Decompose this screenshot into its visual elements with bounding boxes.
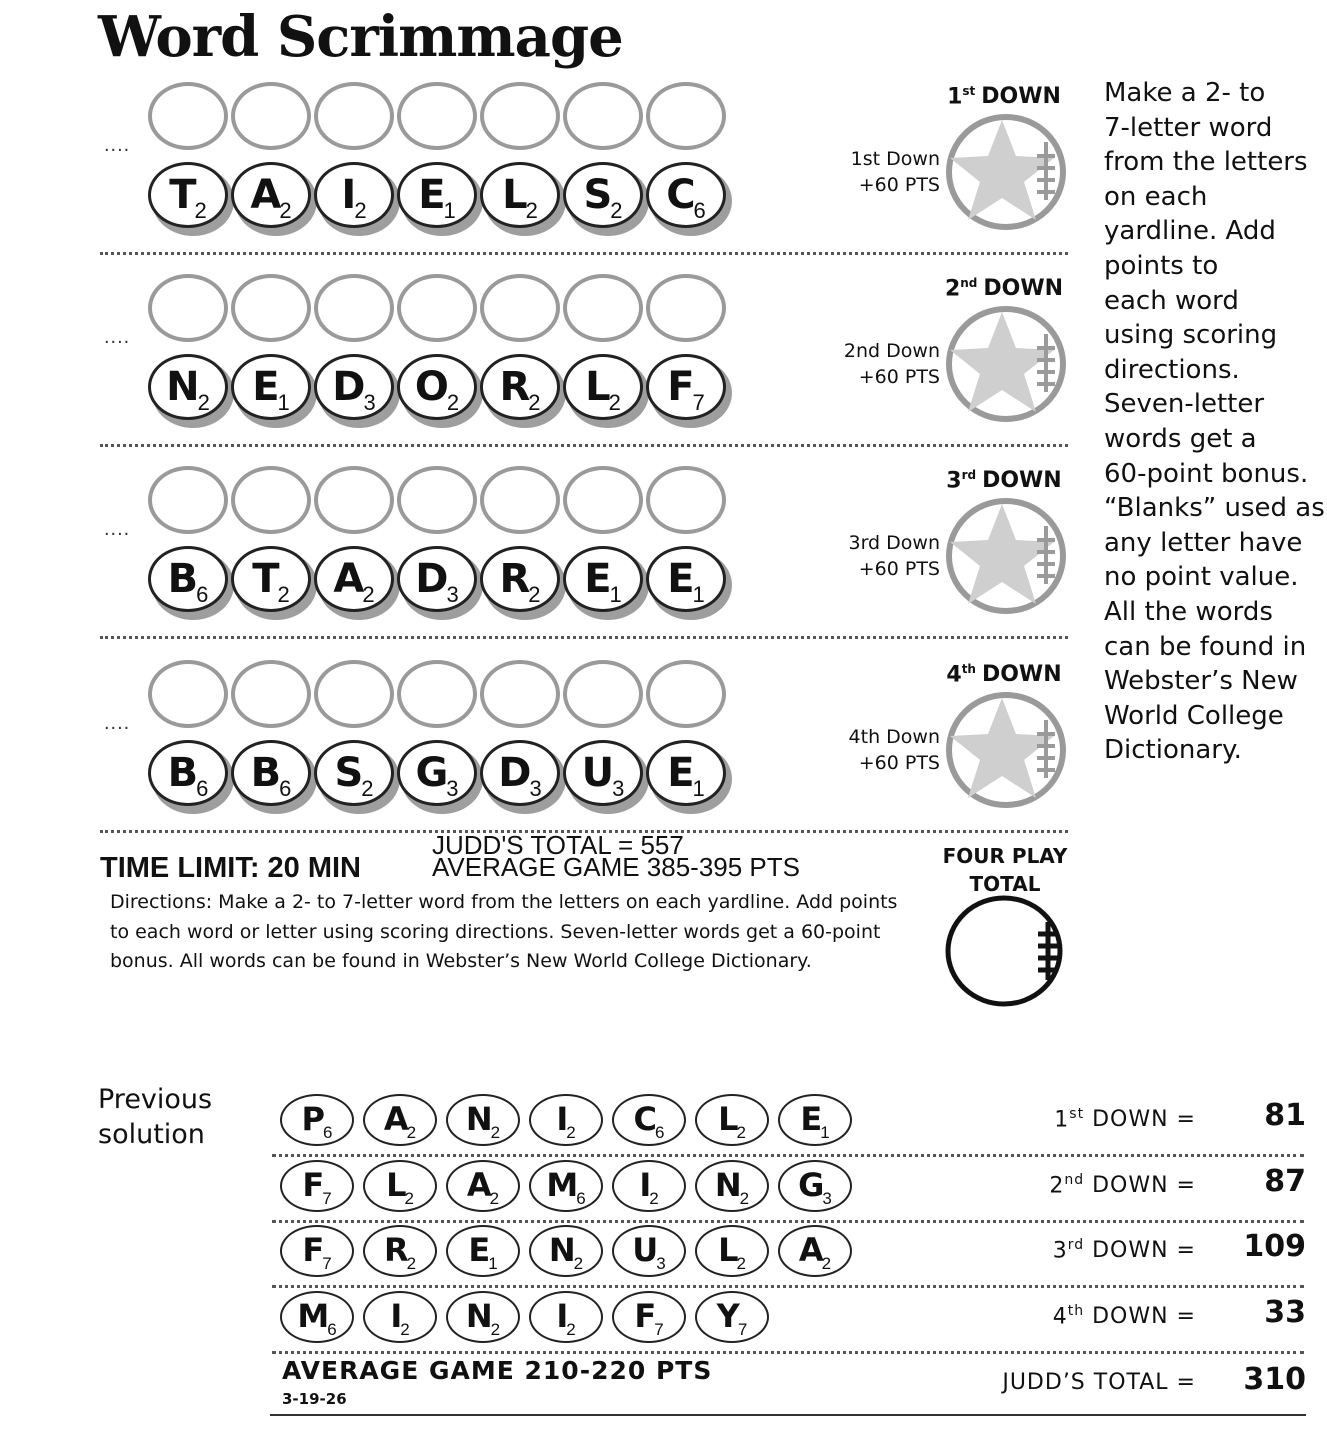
result-label — [996, 1172, 1196, 1198]
directions-line: Directions: Make a 2- to 7-letter word from the letters on each yardline. Add points — [110, 891, 898, 913]
down-heading-word: DOWN — [982, 468, 1062, 494]
solution-tile — [529, 1225, 603, 1277]
tile-points: 6 — [322, 1123, 333, 1142]
tile-points: 2 — [194, 198, 207, 223]
instructions-line: “Blanks” used as — [1104, 493, 1325, 524]
tile-points: 6 — [279, 776, 292, 801]
down-heading-word: DOWN — [983, 276, 1064, 302]
tile-letter: E — [252, 364, 278, 410]
tile-points: 2 — [361, 776, 374, 801]
tile-letter: I — [341, 172, 355, 218]
answer-slot[interactable] — [148, 660, 228, 728]
down-heading — [944, 468, 1064, 493]
bonus-text — [830, 146, 940, 198]
solution-tile — [778, 1094, 852, 1146]
tile-points: 3 — [529, 776, 542, 801]
yardline-separator — [100, 636, 1068, 639]
tile-letter: G — [415, 750, 447, 796]
bonus-label: 2nd Down — [843, 340, 940, 362]
answer-slot[interactable] — [397, 82, 477, 150]
tile-points: 2 — [362, 582, 375, 607]
judds-total-557: JUDD'S TOTAL = 557 — [432, 830, 684, 860]
answer-slot[interactable] — [231, 274, 311, 342]
tile-letter: T — [252, 556, 278, 602]
four-play-label: FOUR PLAY — [942, 844, 1068, 868]
average-game-top: AVERAGE GAME 385-395 PTS — [432, 852, 800, 882]
answer-slot[interactable] — [231, 82, 311, 150]
bonus-label: 4th Down — [848, 726, 940, 748]
answer-slot[interactable] — [231, 660, 311, 728]
letter-tile[interactable] — [148, 354, 228, 420]
solution-tile — [695, 1291, 769, 1343]
down-heading-word: DOWN — [981, 84, 1061, 110]
judds-total-top — [432, 830, 800, 882]
letter-tile[interactable] — [646, 546, 726, 612]
tile-points: 1 — [488, 1254, 498, 1273]
tile-points: 2 — [608, 390, 621, 415]
tile-points: 2 — [406, 1254, 417, 1273]
result-number: 2 — [1049, 1173, 1065, 1199]
result-word: DOWN = — [1092, 1304, 1196, 1330]
down-heading-number: 4 — [946, 662, 962, 688]
tile-points: 3 — [822, 1189, 832, 1208]
tile-points: 1 — [820, 1123, 830, 1142]
tile-points: 2 — [490, 1123, 501, 1142]
tile-points: 3 — [656, 1254, 666, 1273]
instructions-column — [1104, 76, 1324, 768]
tile-letter: E — [667, 556, 693, 602]
result-number: 3 — [1052, 1238, 1068, 1264]
answer-slot[interactable] — [314, 466, 394, 534]
result-label — [996, 1303, 1196, 1329]
answer-slot[interactable] — [480, 466, 560, 534]
down-heading — [944, 84, 1064, 109]
instructions-line: using scoring — [1104, 320, 1278, 351]
instructions-line: 60-point bonus. — [1104, 458, 1309, 489]
solution-tile — [280, 1094, 354, 1146]
answer-slot[interactable] — [563, 466, 643, 534]
down-score-ball[interactable] — [944, 304, 1068, 424]
tile-points: 7 — [322, 1254, 332, 1273]
tile-points: 2 — [406, 1123, 417, 1142]
letter-tile[interactable] — [231, 354, 311, 420]
solution-tile — [280, 1160, 354, 1212]
yardline-separator — [100, 252, 1068, 255]
answer-slot[interactable] — [148, 274, 228, 342]
tile-points: 2 — [525, 198, 538, 223]
solution-tile — [363, 1225, 437, 1277]
tile-points: 2 — [736, 1123, 746, 1142]
down-score-ball[interactable] — [944, 496, 1068, 616]
tile-points: 7 — [654, 1320, 664, 1339]
answer-slot[interactable] — [148, 82, 228, 150]
tile-letter: F — [302, 1231, 323, 1269]
tile-letter: L — [718, 1231, 737, 1269]
tile-letter: L — [502, 172, 526, 218]
result-label — [996, 1237, 1196, 1263]
letter-tile[interactable] — [148, 740, 228, 806]
instructions-line: from the letters — [1104, 147, 1308, 178]
directions-line: bonus. All words can be found in Webster’s New World College Dictionary. — [110, 950, 812, 972]
solution-tile — [695, 1225, 769, 1277]
tile-points: 3 — [363, 390, 376, 415]
answer-slot[interactable] — [397, 274, 477, 342]
tile-points: 6 — [196, 582, 209, 607]
solution-separator — [272, 1220, 1304, 1223]
tile-letter: D — [498, 750, 530, 796]
tile-points: 3 — [446, 582, 459, 607]
solution-tile — [612, 1225, 686, 1277]
bonus-label: 3rd Down — [848, 532, 940, 554]
tile-letter: N — [465, 1297, 491, 1335]
previous-solution-label — [98, 1082, 212, 1152]
tile-letter: N — [714, 1166, 740, 1204]
tile-letter: R — [499, 556, 529, 602]
result-number: 1 — [1054, 1107, 1070, 1133]
letter-tile[interactable] — [231, 162, 311, 228]
tile-letter: F — [667, 364, 693, 410]
tile-letter: I — [556, 1100, 567, 1138]
letter-tile[interactable] — [480, 740, 560, 806]
tile-points: 1 — [609, 582, 622, 607]
tile-letter: L — [585, 364, 609, 410]
solution-tile — [778, 1160, 852, 1212]
four-play-total-heading — [930, 842, 1080, 898]
tile-points: 2 — [821, 1254, 832, 1273]
letter-tile[interactable] — [148, 162, 228, 228]
tile-letter: D — [332, 364, 364, 410]
tile-points: 7 — [322, 1189, 332, 1208]
tile-letter: E — [418, 172, 444, 218]
tile-points: 3 — [446, 776, 459, 801]
letter-tile[interactable] — [397, 546, 477, 612]
tile-points: 2 — [573, 1254, 584, 1273]
tile-letter: E — [800, 1100, 821, 1138]
result-word: DOWN = — [1092, 1238, 1196, 1264]
solution-tile — [363, 1094, 437, 1146]
answer-slot[interactable] — [646, 274, 726, 342]
tile-letter: F — [634, 1297, 655, 1335]
tile-points: 2 — [279, 198, 292, 223]
tile-points: 2 — [446, 390, 460, 415]
result-suffix: nd — [1064, 1172, 1085, 1188]
tile-points: 1 — [277, 390, 290, 415]
tile-letter: R — [383, 1231, 407, 1269]
down-heading-suffix: th — [961, 662, 976, 676]
answer-slot[interactable] — [480, 274, 560, 342]
row-marker: .... — [104, 518, 131, 540]
tile-letter: A — [250, 172, 280, 218]
tile-points: 6 — [693, 198, 706, 223]
puzzle-title: Word Scrimmage — [98, 4, 623, 70]
tile-letter: U — [581, 750, 613, 796]
tile-points: 2 — [400, 1320, 410, 1339]
bonus-points: +60 PTS — [858, 752, 940, 774]
result-label — [996, 1106, 1196, 1132]
bonus-points: +60 PTS — [858, 558, 940, 580]
tile-points: 1 — [692, 582, 705, 607]
bonus-points: +60 PTS — [858, 366, 940, 388]
tile-points: 2 — [649, 1189, 659, 1208]
tile-letter: O — [414, 364, 447, 410]
tile-letter: A — [798, 1231, 822, 1269]
letter-tile[interactable] — [480, 546, 560, 612]
down-score-ball[interactable] — [944, 690, 1068, 810]
down-heading-suffix: st — [962, 84, 976, 98]
letter-tile[interactable] — [563, 354, 643, 420]
solution-tile — [778, 1225, 852, 1277]
tile-letter: N — [166, 364, 198, 410]
letter-tile[interactable] — [480, 354, 560, 420]
down-heading-number: 2 — [944, 276, 961, 302]
bonus-text — [830, 530, 940, 582]
bottom-rule — [270, 1414, 1306, 1416]
answer-slot[interactable] — [646, 660, 726, 728]
solution-tile — [529, 1160, 603, 1212]
instructions-line: on each — [1104, 181, 1208, 212]
letter-tile[interactable] — [314, 162, 394, 228]
instructions-line: yardline. Add — [1104, 216, 1276, 247]
puzzle-date: 3-19-26 — [282, 1390, 347, 1408]
tile-letter: N — [465, 1100, 491, 1138]
letter-tile[interactable] — [397, 162, 477, 228]
tile-letter: C — [633, 1100, 655, 1138]
down-heading — [944, 276, 1064, 301]
tile-points: 2 — [354, 198, 367, 223]
time-limit: TIME LIMIT: 20 MIN — [100, 852, 361, 884]
tile-letter: E — [468, 1231, 489, 1269]
tile-letter: N — [548, 1231, 574, 1269]
tile-points: 2 — [528, 582, 541, 607]
tile-letter: L — [718, 1100, 737, 1138]
tile-letter: A — [466, 1166, 490, 1204]
instructions-line: points to — [1104, 250, 1219, 281]
solution-tile — [529, 1094, 603, 1146]
down-heading-suffix: rd — [961, 468, 977, 482]
letter-tile[interactable] — [646, 162, 726, 228]
tile-letter: B — [167, 750, 197, 796]
tile-letter: S — [334, 750, 362, 796]
tile-letter: Y — [716, 1297, 738, 1335]
solution-tile — [280, 1225, 354, 1277]
solution-tile — [612, 1291, 686, 1343]
letter-tile[interactable] — [314, 546, 394, 612]
answer-slot[interactable] — [314, 274, 394, 342]
instructions-line: 7-letter word — [1104, 112, 1273, 143]
row-marker: .... — [104, 712, 131, 734]
down-heading-number: 3 — [946, 468, 962, 494]
tile-points: 2 — [489, 1189, 500, 1208]
letter-tile[interactable] — [314, 740, 394, 806]
answer-slot[interactable] — [148, 466, 228, 534]
tile-points: 7 — [737, 1320, 748, 1339]
result-suffix: rd — [1067, 1237, 1085, 1253]
total-label: TOTAL — [969, 872, 1041, 896]
tile-letter: G — [798, 1166, 823, 1204]
result-score: 109 — [1243, 1229, 1306, 1264]
letter-tile[interactable] — [314, 354, 394, 420]
solution-tile — [446, 1225, 520, 1277]
bonus-label: 1st Down — [850, 148, 940, 170]
solution-tile — [612, 1094, 686, 1146]
down-heading-suffix: nd — [960, 276, 978, 290]
solution-separator — [272, 1154, 1304, 1157]
tile-letter: I — [639, 1166, 650, 1204]
tile-letter: I — [556, 1297, 567, 1335]
tile-points: 7 — [692, 390, 705, 415]
tile-points: 1 — [443, 198, 456, 223]
letter-tile[interactable] — [563, 162, 643, 228]
result-score: 33 — [1264, 1295, 1306, 1330]
solution-separator — [272, 1285, 1304, 1288]
four-play-total-ball[interactable] — [944, 894, 1068, 1010]
answer-slot[interactable] — [563, 82, 643, 150]
letter-tile[interactable] — [231, 546, 311, 612]
letter-tile[interactable] — [480, 162, 560, 228]
down-heading — [944, 662, 1064, 687]
result-word: DOWN = — [1092, 1173, 1196, 1199]
row-marker: .... — [104, 134, 131, 156]
answer-slot[interactable] — [231, 466, 311, 534]
tile-points: 2 — [404, 1189, 414, 1208]
solution-tile — [695, 1094, 769, 1146]
result-score: 87 — [1264, 1164, 1306, 1199]
answer-slot[interactable] — [646, 466, 726, 534]
tile-points: 6 — [655, 1123, 665, 1142]
letter-tile[interactable] — [646, 740, 726, 806]
solution-separator — [272, 1351, 1304, 1354]
solution-tile — [446, 1291, 520, 1343]
tile-letter: I — [390, 1297, 401, 1335]
tile-letter: R — [499, 364, 529, 410]
letter-tile[interactable] — [148, 546, 228, 612]
letter-tile[interactable] — [646, 354, 726, 420]
tile-letter: T — [169, 172, 195, 218]
solution-tile — [446, 1094, 520, 1146]
tile-letter: M — [546, 1166, 577, 1204]
tile-points: 2 — [197, 390, 210, 415]
instructions-line: Webster’s New — [1104, 666, 1298, 697]
result-word: DOWN = — [1092, 1107, 1196, 1133]
result-score: 81 — [1264, 1098, 1306, 1133]
instructions-line: Seven-letter — [1104, 389, 1265, 420]
solution-tile — [363, 1291, 437, 1343]
solution-tile — [280, 1291, 354, 1343]
judds-total-value: 310 — [1243, 1362, 1306, 1397]
instructions-line: Dictionary. — [1104, 735, 1242, 766]
tile-letter: F — [302, 1166, 323, 1204]
tile-points: 1 — [692, 776, 705, 801]
previous-word: Previous — [98, 1084, 213, 1115]
directions-line: to each word or letter using scoring directions. Seven-letter words get a 60-point — [110, 920, 881, 943]
tile-points: 3 — [612, 776, 625, 801]
answer-slot[interactable] — [563, 274, 643, 342]
result-suffix: th — [1067, 1303, 1085, 1319]
tile-letter: P — [301, 1100, 323, 1138]
answer-slot[interactable] — [480, 660, 560, 728]
tile-letter: L — [386, 1166, 405, 1204]
letter-tile[interactable] — [397, 740, 477, 806]
row-marker: .... — [104, 326, 131, 348]
tile-letter: B — [250, 750, 280, 796]
average-game-bottom: AVERAGE GAME 210-220 PTS — [282, 1356, 713, 1385]
instructions-line: no point value. — [1104, 562, 1299, 593]
answer-slot[interactable] — [314, 660, 394, 728]
tile-points: 6 — [196, 776, 209, 801]
answer-slot[interactable] — [646, 82, 726, 150]
tile-letter: E — [584, 556, 610, 602]
down-heading-word: DOWN — [981, 662, 1062, 688]
instructions-line: each word — [1104, 285, 1239, 316]
solution-tile — [363, 1160, 437, 1212]
tile-points: 2 — [566, 1123, 576, 1142]
answer-slot[interactable] — [314, 82, 394, 150]
instructions-line: Make a 2- to — [1104, 78, 1266, 108]
tile-letter: E — [667, 750, 693, 796]
letter-tile[interactable] — [563, 740, 643, 806]
answer-slot[interactable] — [480, 82, 560, 150]
solution-tile — [446, 1160, 520, 1212]
answer-slot[interactable] — [397, 466, 477, 534]
letter-tile[interactable] — [231, 740, 311, 806]
answer-slot[interactable] — [397, 660, 477, 728]
result-suffix: st — [1069, 1106, 1085, 1122]
tile-letter: C — [666, 172, 694, 218]
tile-points: 6 — [327, 1320, 337, 1339]
bonus-text — [830, 724, 940, 776]
bonus-points: +60 PTS — [858, 174, 940, 196]
instructions-line: World College — [1104, 700, 1284, 731]
tile-points: 2 — [736, 1254, 746, 1273]
tile-letter: A — [333, 556, 363, 602]
instructions-line: can be found in — [1104, 631, 1307, 662]
tile-points: 2 — [490, 1320, 501, 1339]
tile-letter: M — [297, 1297, 328, 1335]
judds-total-label: JUDD’S TOTAL = — [1002, 1370, 1196, 1395]
answer-slot[interactable] — [563, 660, 643, 728]
instructions-line: All the words — [1104, 596, 1273, 627]
tile-letter: S — [583, 172, 611, 218]
instructions-line: directions. — [1104, 354, 1240, 385]
tile-letter: B — [167, 556, 197, 602]
tile-points: 6 — [576, 1189, 586, 1208]
tile-points: 2 — [277, 582, 290, 607]
solution-tile — [612, 1160, 686, 1212]
tile-points: 2 — [610, 198, 623, 223]
instructions-line: words get a — [1104, 423, 1257, 454]
directions-text — [110, 888, 930, 977]
result-number: 4 — [1052, 1304, 1068, 1330]
instructions-line: any letter have — [1104, 527, 1303, 558]
tile-letter: D — [415, 556, 447, 602]
letter-tile[interactable] — [397, 354, 477, 420]
letter-tile[interactable] — [563, 546, 643, 612]
tile-points: 2 — [528, 390, 541, 415]
tile-points: 2 — [739, 1189, 750, 1208]
tile-letter: A — [383, 1100, 407, 1138]
solution-word: solution — [98, 1119, 205, 1150]
down-score-ball[interactable] — [944, 112, 1068, 232]
yardline-separator — [100, 444, 1068, 447]
down-heading-number: 1 — [947, 84, 963, 110]
tile-letter: U — [632, 1231, 657, 1269]
bonus-text — [830, 338, 940, 390]
solution-tile — [529, 1291, 603, 1343]
solution-tile — [695, 1160, 769, 1212]
tile-points: 2 — [566, 1320, 576, 1339]
